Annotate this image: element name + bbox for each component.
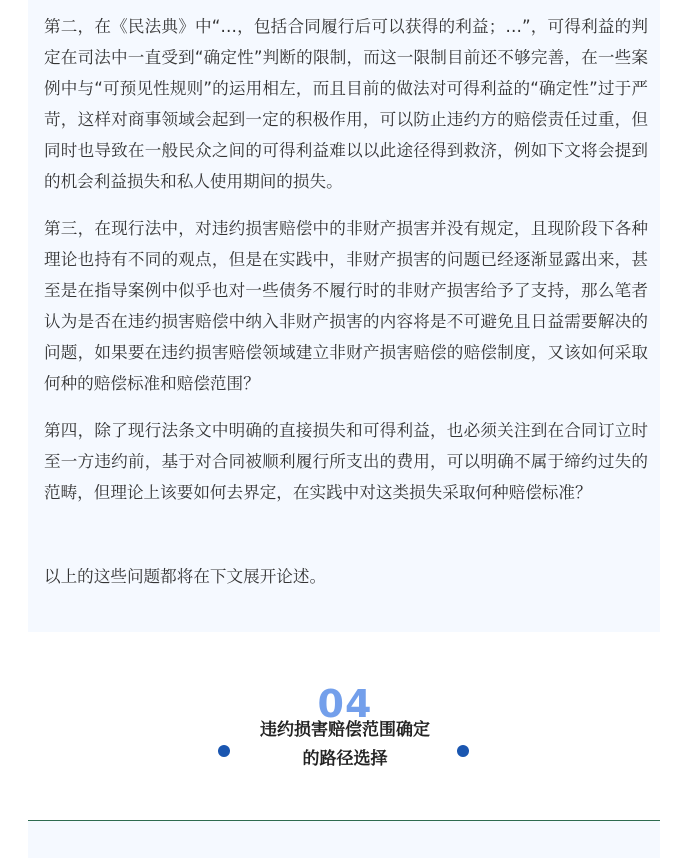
section-title-line-1: 违约损害赔偿范围确定 — [260, 720, 430, 740]
paragraph-fourth-point: 第四，除了现行法条文中明确的直接损失和可得利益，也必须关注到在合同订立时至一方违约前，基于对合同被顺利履行所支出的费用，可以明确不属于缔约过失的范畴，但理论上该要如何去界定，在实践中对这类损失采取何种赔偿标准？ — [44, 421, 648, 502]
article-text-card — [28, 0, 660, 632]
section-title — [0, 716, 690, 774]
section-number: 04 — [317, 682, 373, 726]
paragraph-summary: 以上的这些问题都将在下文展开论述。 — [44, 567, 327, 586]
section-title-line-2: 的路径选择 — [302, 749, 388, 769]
right-dot-icon — [457, 745, 469, 757]
paragraph-second-point: 第二，在《民法典》中“…，包括合同履行后可以获得的利益；…”，可得利益的判定在司法中一直受到“确定性”判断的限制，而这一限制目前还不够完善，在一些案例中与“可预见性规则”的运用相左，而且目前的做法对可得利益的“确定性”过于严苛，这样对商事领域会起到一定的积极作用，可以防止违约方的赔偿责任过重，但同时也导致在一般民众之间的可得利益难以以此途径得到救济，例如下文将会提到的机会利益损失和私人使用期间的损失。 — [44, 17, 648, 191]
left-dot-icon — [218, 745, 230, 757]
next-section-card — [28, 820, 660, 858]
section-heading — [0, 680, 690, 780]
paragraph-third-point: 第三，在现行法中，对违约损害赔偿中的非财产损害并没有规定，且现阶段下各种理论也持有不同的观点，但是在实践中，非财产损害的问题已经逐渐显露出来，甚至是在指导案例中似乎也对一些债务不履行时的非财产损害给予了支持，那么笔者认为是否在违约损害赔偿中纳入非财产损害的内容将是不可避免且日益需要解决的问题，如果要在违约损害赔偿领域建立非财产损害赔偿的赔偿制度，又该如何采取何种的赔偿标准和赔偿范围？ — [44, 219, 648, 393]
